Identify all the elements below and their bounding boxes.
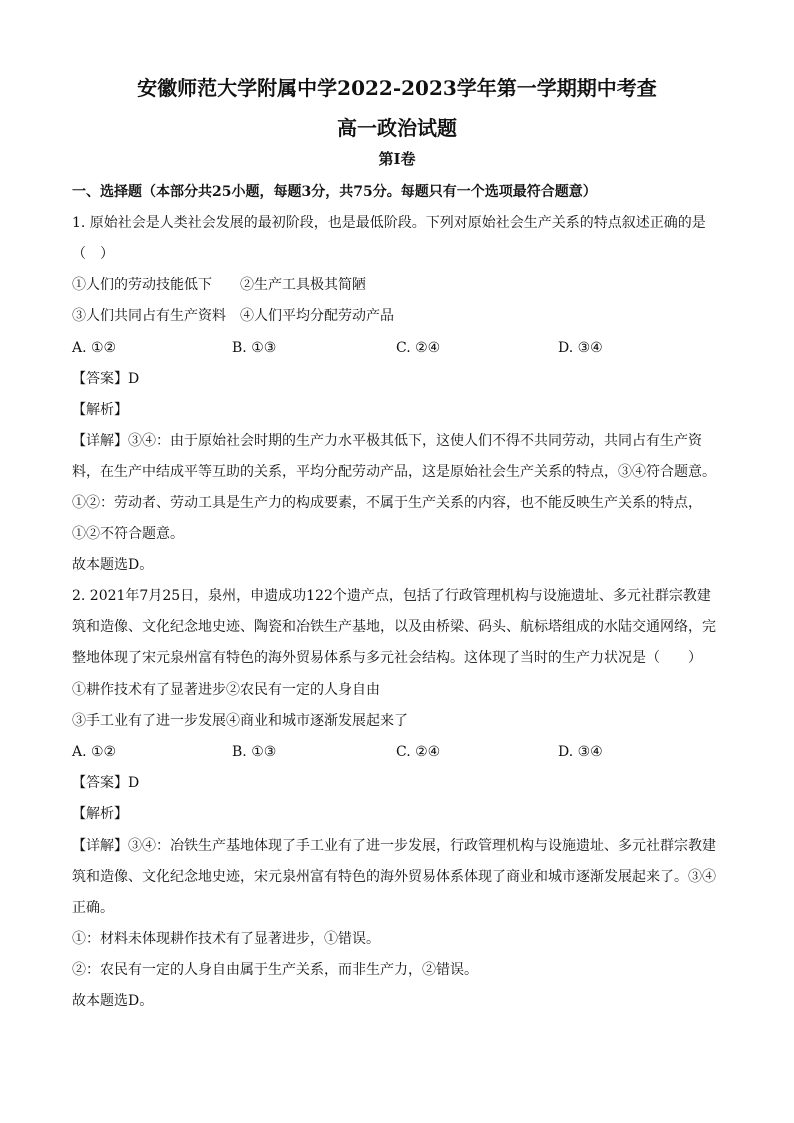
q2-analysis-label: 【解析】 xyxy=(72,806,128,822)
q1-answer: 【答案】D xyxy=(72,371,140,387)
school-title: 安徽师范大学附属中学2022-2023学年第一学期期中考查 xyxy=(137,76,657,100)
q2-option-d: D. ③④ xyxy=(558,744,603,760)
q2-conclusion: 故本题选D。 xyxy=(72,993,154,1009)
q2-stem-line-1: 2. 2021年7月25日，泉州，申遗成功122个遗产点，包括了行政管理机构与设施遗址、多元社群宗教建 xyxy=(72,588,711,604)
q1-detail-line-4: ①②不符合题意。 xyxy=(72,526,184,542)
exam-title: 高一政治试题 xyxy=(337,116,457,140)
q1-option-b: B. ①③ xyxy=(232,340,277,356)
q1-conclusion: 故本题选D。 xyxy=(72,557,154,573)
q1-detail-line-3: ①②：劳动者、劳动工具是生产力的构成要素，不属于生产关系的内容，也不能反映生产关系的特点， xyxy=(72,495,702,511)
q1-option-c: C. ②④ xyxy=(396,340,441,356)
q2-option-c: C. ②④ xyxy=(396,744,441,760)
q2-stem-line-3: 整地体现了宋元泉州富有特色的海外贸易体系与多元社会结构。这体现了当时的生产力状况是（ ） xyxy=(72,650,702,666)
q2-stem-line-2: 筑和造像、文化纪念地史迹、陶瓷和冶铁生产基地，以及由桥梁、码头、航标塔组成的水陆交通网络，完 xyxy=(72,619,716,635)
q1-option-a: A. ①② xyxy=(72,340,117,356)
q2-detail-line-4: ①：材料未体现耕作技术有了显著进步，①错误。 xyxy=(72,931,380,947)
q1-stem-line-1: 1. 原始社会是人类社会发展的最初阶段，也是最低阶段。下列对原始社会生产关系的特点叙述正确的是 xyxy=(72,215,706,231)
q2-detail-line-1: 【详解】③④：冶铁生产基地体现了手工业有了进一步发展，行政管理机构与设施遗址、多元社群宗教建 xyxy=(72,838,716,854)
q1-detail-line-1: 【详解】③④：由于原始社会时期的生产力水平极其低下，这使人们不得不共同劳动，共同占有生产资 xyxy=(72,433,702,449)
q1-analysis-label: 【解析】 xyxy=(72,402,128,418)
q1-statement-line-1: ①人们的劳动技能低下 ②生产工具极其简陋 xyxy=(72,277,366,293)
q2-detail-line-3: 正确。 xyxy=(72,900,114,916)
q2-answer: 【答案】D xyxy=(72,775,140,791)
q1-option-d: D. ③④ xyxy=(558,340,603,356)
q1-statement-line-2: ③人们共同占有生产资料 ④人们平均分配劳动产品 xyxy=(72,308,394,324)
volume-label: 第Ⅰ卷 xyxy=(378,150,416,168)
q2-detail-line-2: 筑和造像、文化纪念地史迹，宋元泉州富有特色的海外贸易体系体现了商业和城市逐渐发展起来了。③④ xyxy=(72,869,716,885)
section-heading: 一、选择题（本部分共25小题，每题3分，共75分。每题只有一个选项最符合题意） xyxy=(72,184,597,200)
q2-option-b: B. ①③ xyxy=(232,744,277,760)
q2-option-a: A. ①② xyxy=(72,744,117,760)
q1-detail-line-2: 料，在生产中结成平等互助的关系，平均分配劳动产品，这是原始社会生产关系的特点，③④符合题意。 xyxy=(72,464,716,480)
q2-detail-line-5: ②：农民有一定的人身自由属于生产关系，而非生产力，②错误。 xyxy=(72,962,478,978)
q2-statement-line-2: ③手工业有了进一步发展④商业和城市逐渐发展起来了 xyxy=(72,713,408,729)
q2-statement-line-1: ①耕作技术有了显著进步②农民有一定的人身自由 xyxy=(72,682,380,698)
q1-stem-line-2: （ ） xyxy=(72,246,114,262)
